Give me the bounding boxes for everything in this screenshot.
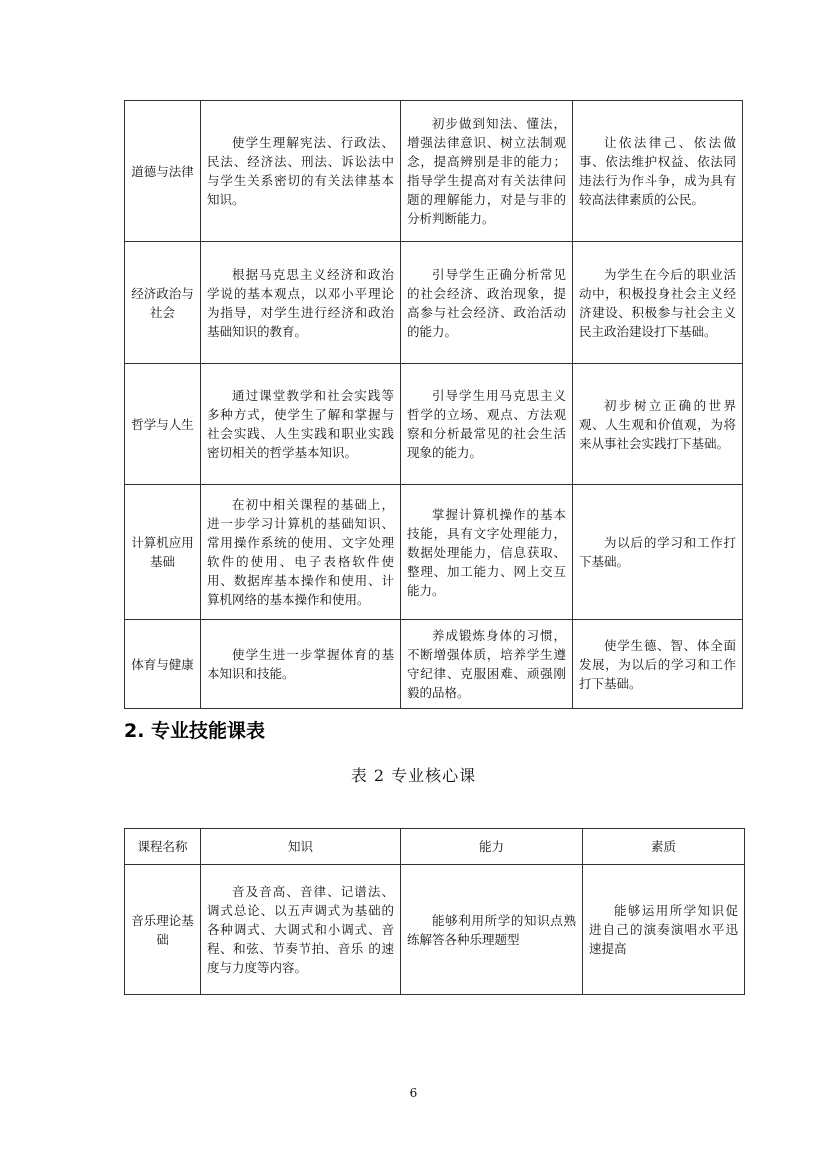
course-name: 道德与法律 [125, 101, 201, 242]
knowledge-cell: 使学生进一步掌握体育的基本知识和技能。 [201, 620, 401, 709]
knowledge-cell: 通过课堂教学和社会实践等多种方式，使学生了解和掌握与社会实践、人生实践和职业实践密切相关的哲学基本知识。 [201, 364, 401, 485]
ability-cell: 引导学生正确分析常见的社会经济、政治现象，提高参与社会经济、政治活动的能力。 [401, 242, 573, 364]
course-name: 哲学与人生 [125, 364, 201, 485]
table-row [125, 485, 743, 620]
knowledge-cell: 在初中相关课程的基础上，进一步学习计算机的基础知识、常用操作系统的使用、文字处理软件的使用、电子表格软件使用、数据库基本操作和使用、计算机网络的基本操作和使用。 [201, 485, 401, 620]
header-quality: 素质 [583, 829, 745, 865]
table-row [125, 865, 745, 995]
header-ability: 能力 [401, 829, 583, 865]
ability-cell: 能够利用所学的知识点熟练解答各种乐理题型 [401, 865, 583, 995]
course-name: 体育与健康 [125, 620, 201, 709]
page-number: 6 [409, 1086, 418, 1100]
quality-cell: 能够运用所学知识促进自己的演奏演唱水平迅速提高 [583, 865, 745, 995]
table-header-row [125, 829, 745, 865]
table-row [125, 242, 743, 364]
table-row [125, 101, 743, 242]
knowledge-cell: 根据马克思主义经济和政治学说的基本观点，以邓小平理论为指导，对学生进行经济和政治基础知识的教育。 [201, 242, 401, 364]
header-course-name: 课程名称 [125, 829, 201, 865]
quality-cell: 为学生在今后的职业活动中，积极投身社会主义经济建设、积极参与社会主义民主政治建设打下基础。 [573, 242, 743, 364]
knowledge-cell: 音及音高、音律、记谱法、调式总论、以五声调式为基础的各种调式、大调式和小调式、音程、和弦、节奏节拍、音乐 的速度与力度等内容。 [201, 865, 401, 995]
core-courses-table [124, 828, 745, 995]
header-knowledge: 知识 [201, 829, 401, 865]
ability-cell: 初步做到知法、懂法，增强法律意识、树立法制观念，提高辨别是非的能力；指导学生提高对有关法律问题的理解能力，对是与非的分析判断能力。 [401, 101, 573, 242]
knowledge-cell: 使学生理解宪法、行政法、民法、经济法、刑法、诉讼法中与学生关系密切的有关法律基本知识。 [201, 101, 401, 242]
table-caption: 表 2 专业核心课 [350, 766, 477, 785]
course-name: 经济政治与社会 [125, 242, 201, 364]
section-title: 2. 专业技能课表 [124, 720, 266, 742]
ability-cell: 掌握计算机操作的基本技能，具有文字处理能力，数据处理能力，信息获取、整理、加工能力、网上交互能力。 [401, 485, 573, 620]
ability-cell: 养成锻炼身体的习惯，不断增强体质，培养学生遵守纪律、克服困难、顽强刚毅的品格。 [401, 620, 573, 709]
quality-cell: 让依法律己、依法做事、依法维护权益、依法同违法行为作斗争，成为具有较高法律素质的公民。 [573, 101, 743, 242]
table-row [125, 364, 743, 485]
course-name: 音乐理论基础 [125, 865, 201, 995]
ability-cell: 引导学生用马克思主义哲学的立场、观点、方法观察和分析最常见的社会生活现象的能力。 [401, 364, 573, 485]
quality-cell: 初步树立正确的世界观、人生观和价值观，为将来从事社会实践打下基础。 [573, 364, 743, 485]
course-name: 计算机应用基础 [125, 485, 201, 620]
table-row [125, 620, 743, 709]
general-courses-table [124, 100, 743, 709]
quality-cell: 为以后的学习和工作打下基础。 [573, 485, 743, 620]
quality-cell: 使学生德、智、体全面发展，为以后的学习和工作打下基础。 [573, 620, 743, 709]
